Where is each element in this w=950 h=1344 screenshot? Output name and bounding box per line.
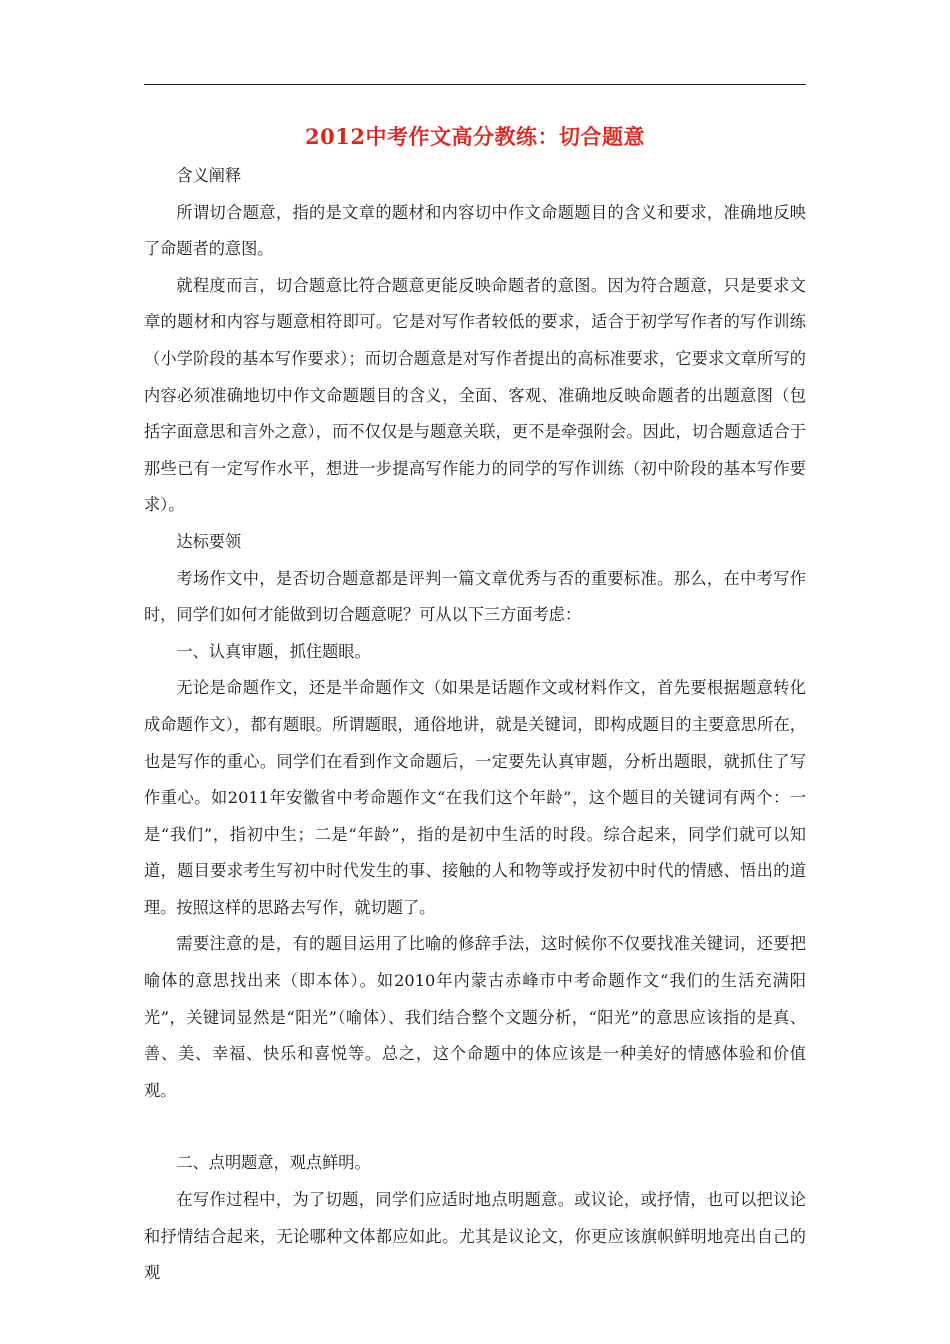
paragraph-degree: 就程度而言，切合题意比符合题意更能反映命题者的意图。因为符合题意，只是要求文章的题材和内容与题意相符即可。它是对写作者较低的要求，适合于初学写作者的写作训练（小学阶段的基本写作要求）；而切合题意是对写作者提出的高标准要求，它要求文章所写的内容必须准确地切中作文命题题目的含义，全面、客观、准确地反映命题者的出题意图（包括字面意思和言外之意），而不仅仅是与题意关联，更不是牵强附会。因此，切合题意适合于那些已有一定写作水平，想进一步提高写作能力的同学的写作训练（初中阶段的基本写作要求）。 [144, 275, 806, 515]
section-heading-meaning: 含义阐释 [176, 166, 242, 185]
subheading-point-one: 一、认真审题，抓住题眼。 [176, 641, 371, 661]
paragraph-state-theme: 在写作过程中，为了切题，同学们应适时地点明题意。或议论，或抒情，也可以把议论和抒情结合起来，无论哪种文体都应如此。尤其是议论文，你更应该旗帜鲜明地亮出自己的观 [144, 1190, 806, 1283]
section-heading-essentials: 达标要领 [176, 531, 242, 551]
document-title: 2012中考作文高分教练：切合题意 [305, 124, 645, 149]
paragraph-title-eye: 无论是命题作文，还是半命题作文（如果是话题作文或材料作文，首先要根据题意转化成命题作文），都有题眼。所谓题眼，通俗地讲，就是关键词，即构成题目的主要意思所在，也是写作的重心。同学们在看到作文命题后，一定要先认真审题，分析出题眼，就抓住了写作重心。如2011年安徽省中考命题作文“在我们这个年龄”，这个题目的关键词有两个：一是“我们”，指初中生；二是“年龄”，指的是初中生活的时段。综合起来，同学们就可以知道，题目要求考生写初中时代发生的事、接触的人和物等或抒发初中时代的情感、悟出的道理。按照这样的思路去写作，就切题了。 [144, 678, 806, 917]
document-body [144, 158, 806, 1292]
paragraph-metaphor: 需要注意的是，有的题目运用了比喻的修辞手法，这时候你不仅要找准关键词，还要把喻体的意思找出来（即本体）。如2010年内蒙古赤峰市中考命题作文“我们的生活充满阳光”，关键词显然是“阳光”（喻体）、我们结合整个文题分析，“阳光”的意思应该指的是真、善、美、幸福、快乐和喜悦等。总之，这个命题中的体应该是一种美好的情感体验和价值观。 [144, 934, 806, 1100]
header-rule [144, 84, 806, 85]
paragraph-definition: 所谓切合题意，指的是文章的题材和内容切中作文命题题目的含义和要求，准确地反映了命题者的意图。 [144, 202, 806, 259]
subheading-point-two: 二、点明题意，观点鲜明。 [176, 1153, 371, 1173]
paragraph-exam-intro: 考场作文中，是否切合题意都是评判一篇文章优秀与否的重要标准。那么，在中考写作时，同学们如何才能做到切合题意呢？可从以下三方面考虑： [144, 568, 806, 625]
